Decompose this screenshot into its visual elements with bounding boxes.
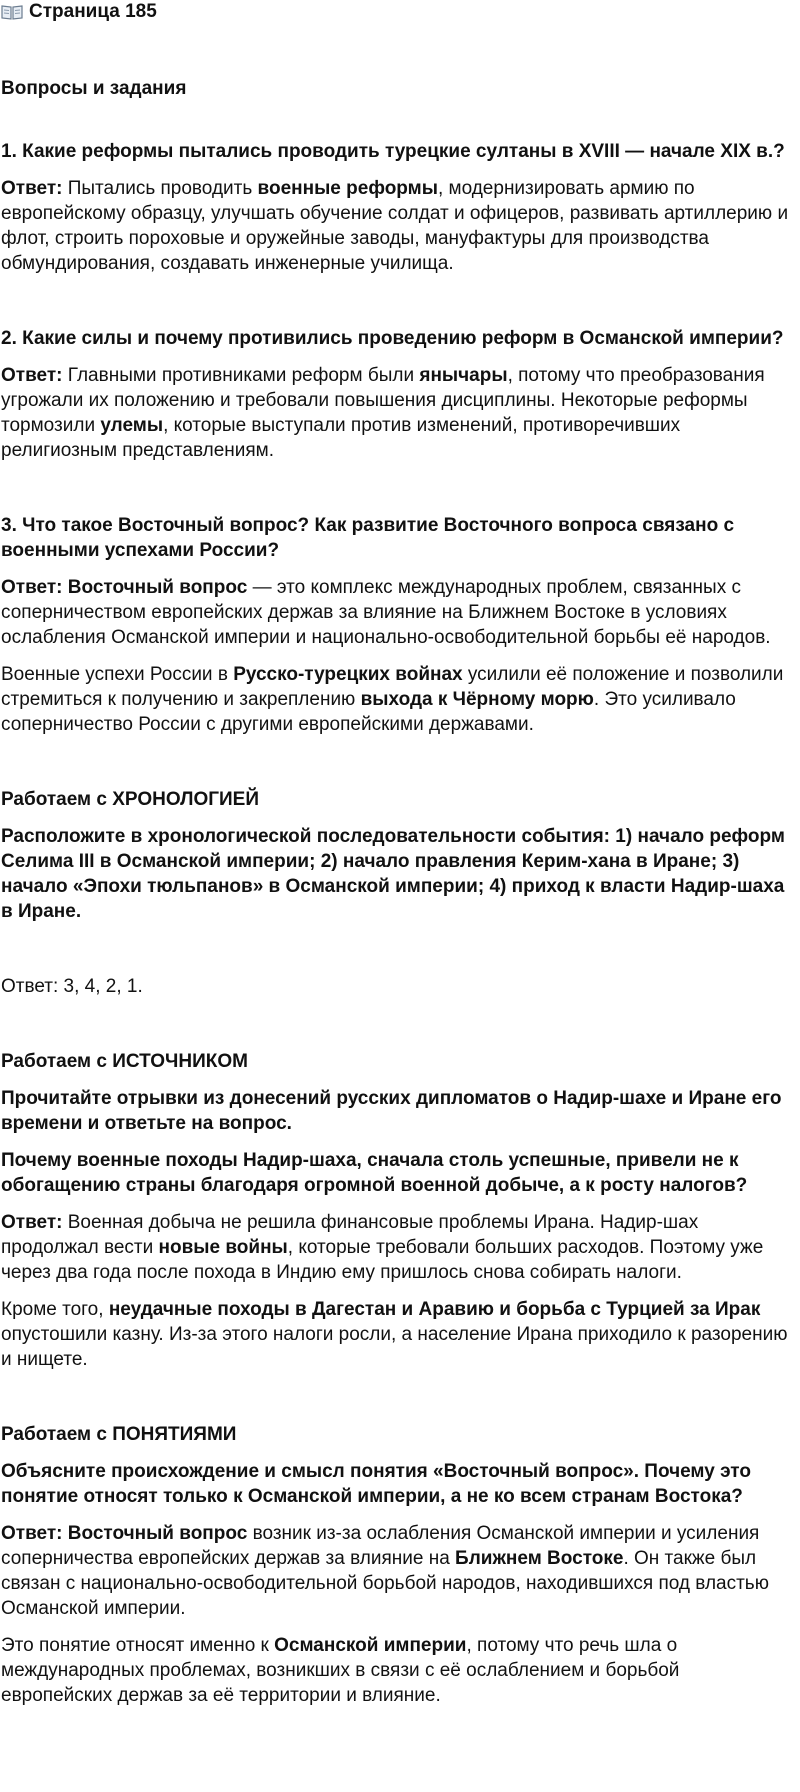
answer-emphasis: новые войны <box>158 1237 288 1258</box>
answer-label: Ответ: <box>1 178 63 199</box>
answer-text: Кроме того, <box>1 1299 109 1320</box>
answer-label: Ответ: Восточный вопрос <box>1 577 248 598</box>
answer-emphasis: военные реформы <box>257 178 438 199</box>
answer-paragraph <box>1 1633 791 1708</box>
chronology-answer: Ответ: 3, 4, 2, 1. <box>1 976 143 997</box>
page-title: Страница 185 <box>29 1 157 22</box>
answer-text: , потому что речь шла о международных проблемах, возникших в связи с её ослаблением и борьбой европейских держав за её территории и влияние. <box>1 1635 680 1706</box>
answer-text: . Он также был связан с национально-освободительной борьбой народов, находившихся под властью Османской империи. <box>1 1548 769 1619</box>
answer-text: Военная добыча не решила финансовые проблемы Ирана. Надир-шах продолжал вести <box>1 1212 699 1258</box>
question-title: 3. Что такое Восточный вопрос? Как развитие Восточного вопроса связано с военными успехами России? <box>1 515 735 561</box>
answer-label: Ответ: <box>1 1212 63 1233</box>
answer-label: Ответ: <box>1 365 63 386</box>
source-heading: Работаем с ИСТОЧНИКОМ <box>1 1051 248 1072</box>
chronology-section <box>1 787 791 999</box>
concepts-section <box>1 1422 791 1708</box>
answer-text: Военные успехи России в <box>1 664 234 685</box>
source-question: Почему военные походы Надир-шаха, сначала столь успешные, привели не к обогащению страны благодаря огромной военной добыче, а к росту налогов? <box>1 1150 748 1196</box>
chronology-task: Расположите в хронологической последовательности события: 1) начало реформ Селима III в Османской империи; 2) начало правления Керим-хана в Иране; 3) начало «Эпохи тюльпанов» в Османской империи; 4) приход к власти Надир-шаха в Иране. <box>1 826 785 922</box>
answer-paragraph <box>1 363 791 463</box>
answer-text: , модернизировать армию по европейскому образцу, улучшать обучение солдат и офицеров, развивать артиллерию и флот, строить пороховые и оружейные заводы, мануфактуры для производства обмундирования, создавать инженерные училища. <box>1 178 789 274</box>
answer-text: , которые требовали больших расходов. Поэтому уже через два года после похода в Индию ему пришлось снова собирать налоги. <box>1 1237 764 1283</box>
answer-emphasis: неудачные походы в Дагестан и Аравию и борьба с Турцией за Ирак <box>108 1299 761 1320</box>
open-book-icon <box>1 4 23 20</box>
chronology-heading: Работаем с ХРОНОЛОГИЕЙ <box>1 789 259 810</box>
answer-text: , потому что преобразования угрожали их положению и требовали повышения дисциплины. Некоторые реформы тормозили <box>1 365 765 436</box>
answer-paragraph <box>1 662 791 737</box>
answer-text: , которые выступали против изменений, противоречивших религиозным представлениям. <box>1 415 681 461</box>
answer-text: — это комплекс международных проблем, связанных с соперничеством европейских держав за влияние на Ближнем Востоке в условиях ослабления Османской империи и национально-освободительной борьбы её народов. <box>1 577 771 648</box>
answer-paragraph <box>1 1521 791 1621</box>
answer-text: опустошили казну. Из-за этого налоги росли, а население Ирана приходило к разорению и нищете. <box>1 1324 788 1370</box>
answer-paragraph <box>1 575 791 650</box>
answer-paragraph <box>1 1210 791 1285</box>
concepts-heading: Работаем с ПОНЯТИЯМИ <box>1 1424 237 1445</box>
concepts-task: Объясните происхождение и смысл понятия «Восточный вопрос». Почему это понятие относят только к Османской империи, а не ко всем странам Востока? <box>1 1461 751 1507</box>
source-section <box>1 1049 791 1372</box>
answer-text: усилили её положение и позволили стремиться к получению и закреплению <box>1 664 784 710</box>
answer-text: Пытались проводить <box>62 178 258 199</box>
answer-emphasis: янычары <box>419 365 508 386</box>
answer-emphasis: Ближнем Востоке <box>455 1548 624 1569</box>
answer-text: . Это усиливало соперничество России с другими европейскими державами. <box>1 689 736 735</box>
answer-text: Главными противниками реформ были <box>62 365 420 386</box>
question-1 <box>1 139 791 276</box>
answer-emphasis: улемы <box>100 415 164 436</box>
answer-paragraph <box>1 176 791 276</box>
question-title: 2. Какие силы и почему противились проведению реформ в Османской империи? <box>1 328 784 349</box>
answer-emphasis: Османской империи <box>274 1635 467 1656</box>
answer-emphasis: выхода к Чёрному морю <box>360 689 594 710</box>
source-task: Прочитайте отрывки из донесений русских дипломатов о Надир-шахе и Иране его времени и ответьте на вопрос. <box>1 1088 782 1134</box>
answer-emphasis: Русско-турецких войнах <box>233 664 463 685</box>
question-title: 1. Какие реформы пытались проводить турецкие султаны в XVIII — начале XIX в.? <box>1 141 785 162</box>
answer-text: возник из-за ослабления Османской империи и усиления соперничества европейских держав за влияние на <box>1 1523 760 1569</box>
question-3 <box>1 513 791 737</box>
answer-text: Это понятие относят именно к <box>1 1635 275 1656</box>
question-2 <box>1 326 791 463</box>
answer-label: Ответ: Восточный вопрос <box>1 1523 248 1544</box>
answer-paragraph <box>1 1297 791 1372</box>
section-title: Вопросы и задания <box>1 78 187 99</box>
page-header <box>1 0 791 24</box>
